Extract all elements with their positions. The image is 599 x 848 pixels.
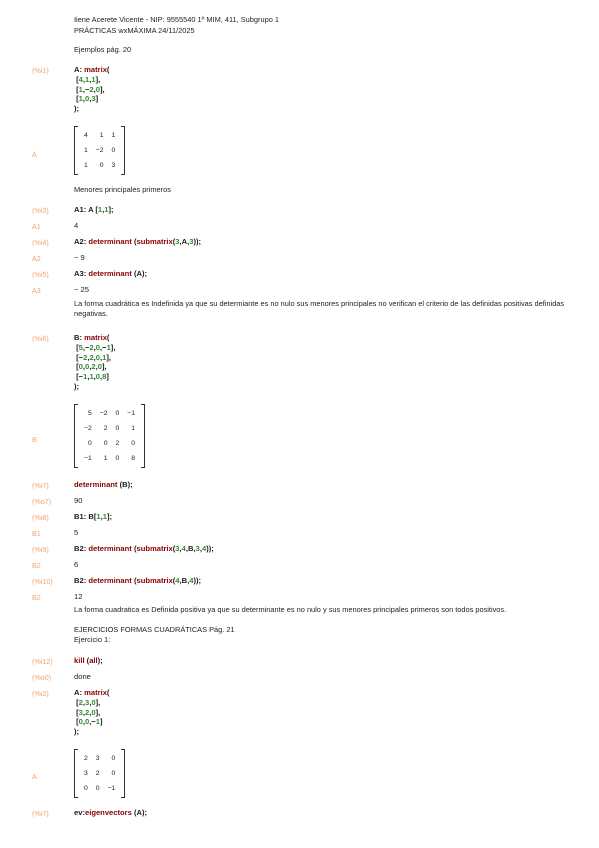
output-value: 5 bbox=[74, 528, 79, 537]
note-definida-positiva: La forma cuadratica es Definida positiva ya que su determinante es no nulo y sus menores principales primeros son todos positivos. bbox=[74, 605, 507, 614]
subsection-title: Ejercicio 1: bbox=[74, 635, 111, 644]
matrix-cell: 0 bbox=[111, 755, 116, 762]
matrix-right-bracket bbox=[121, 749, 125, 798]
matrix-cell: 2 bbox=[115, 440, 120, 447]
output-matrix-a bbox=[74, 126, 125, 175]
input-cell-a1[interactable]: A1: A [1,1]; bbox=[74, 205, 114, 214]
input-label: (%i7) bbox=[32, 481, 49, 490]
matrix-cell: 3 bbox=[111, 162, 116, 169]
matrix-cell: 0 bbox=[99, 162, 104, 169]
matrix-cell: −1 bbox=[127, 410, 136, 417]
input-label: (%i8) bbox=[32, 513, 49, 522]
output-matrix-a2 bbox=[74, 749, 125, 798]
matrix-row bbox=[80, 406, 139, 421]
matrix-table bbox=[80, 751, 119, 796]
header-examples-line: Ejemplos pág. 20 bbox=[74, 45, 132, 54]
matrix-cell: 0 bbox=[103, 440, 108, 447]
input-cell-matrix-a2[interactable]: A: matrix( [2,3,0], [3,2,0], [0,0,−1] ); bbox=[74, 688, 110, 737]
input-label: (%i5) bbox=[32, 270, 49, 279]
matrix-left-bracket bbox=[74, 749, 78, 798]
matrix-cell: −2 bbox=[84, 425, 92, 432]
matrix-cell: 0 bbox=[95, 785, 100, 792]
input-cell-matrix-a[interactable]: A: matrix( [4,1,1], [1,−2,0], [1,0,3] ); bbox=[74, 65, 110, 114]
header-practicas-line: PRÁCTICAS wxMÁXIMA 24/11/2025 bbox=[74, 26, 195, 35]
matrix-cell: 1 bbox=[99, 132, 104, 139]
matrix-cell: 5 bbox=[87, 410, 92, 417]
matrix-cell: −2 bbox=[95, 147, 104, 154]
code-text: ); bbox=[74, 104, 80, 114]
output-label: A1 bbox=[32, 222, 41, 231]
output-label: A3 bbox=[32, 286, 41, 295]
matrix-cell: 4 bbox=[84, 132, 88, 139]
input-label: (%i7) bbox=[32, 809, 49, 818]
matrix-cell: 0 bbox=[115, 455, 120, 462]
input-label: (%i9) bbox=[32, 545, 49, 554]
section-title: EJERCICIOS FORMAS CUADRÁTICAS Pág. 21 bbox=[74, 625, 235, 634]
output-label: A bbox=[32, 772, 37, 781]
matrix-cell: 1 bbox=[84, 147, 88, 154]
output-matrix-b bbox=[74, 404, 145, 468]
input-label: (%i3) bbox=[32, 206, 49, 215]
matrix-cell: 1 bbox=[84, 162, 88, 169]
input-label: (%i6) bbox=[32, 334, 49, 343]
input-cell-a2[interactable]: A2: determinant (submatrix(3,A,3)); bbox=[74, 237, 202, 246]
matrix-cell: −1 bbox=[84, 455, 92, 462]
output-label: A2 bbox=[32, 254, 41, 263]
matrix-left-bracket bbox=[74, 404, 78, 468]
function-name: matrix bbox=[84, 65, 107, 74]
matrix-right-bracket bbox=[141, 404, 145, 468]
matrix-table bbox=[80, 406, 139, 466]
input-label: (%i10) bbox=[32, 577, 53, 586]
output-value: 6 bbox=[74, 560, 79, 569]
matrix-row bbox=[80, 158, 119, 173]
input-label: (%i1) bbox=[32, 66, 49, 75]
matrix-row bbox=[80, 781, 119, 796]
matrix-cell: 0 bbox=[115, 425, 120, 432]
input-cell-b2-3x3[interactable]: B2: determinant (submatrix(3,4,B,3,4)); bbox=[74, 544, 214, 553]
input-label: (%i12) bbox=[32, 657, 53, 666]
matrix-cell: 2 bbox=[84, 755, 88, 762]
input-cell-a3[interactable]: A3: determinant (A); bbox=[74, 269, 148, 278]
matrix-row bbox=[80, 143, 119, 158]
output-value: − 9 bbox=[74, 253, 85, 262]
matrix-row bbox=[80, 436, 139, 451]
matrix-row bbox=[80, 128, 119, 143]
input-cell-b2-2x2[interactable]: B2: determinant (submatrix(4,B,4)); bbox=[74, 576, 202, 585]
output-label: B bbox=[32, 435, 37, 444]
output-label: B1 bbox=[32, 529, 41, 538]
matrix-cell: 0 bbox=[87, 440, 92, 447]
input-cell-b1[interactable]: B1: B[1,1]; bbox=[74, 512, 113, 521]
code-text: A: bbox=[74, 65, 85, 74]
matrix-cell: −1 bbox=[107, 785, 116, 792]
matrix-cell: 1 bbox=[111, 132, 116, 139]
output-label: B2 bbox=[32, 561, 41, 570]
input-label: (%i2) bbox=[32, 689, 49, 698]
input-cell-matrix-b[interactable]: B: matrix( [5,−2,0,−1], [−2,2,0,1], [0,0,2,0], [−1,1,0,8] ); bbox=[74, 333, 116, 391]
note-menores: Menores principales primeros bbox=[74, 185, 171, 194]
matrix-cell: 3 bbox=[95, 755, 100, 762]
matrix-cell: 2 bbox=[103, 425, 108, 432]
matrix-cell: 2 bbox=[95, 770, 100, 777]
matrix-row bbox=[80, 766, 119, 781]
output-label: (%o7) bbox=[32, 497, 52, 506]
matrix-cell: 8 bbox=[131, 455, 136, 462]
output-label: (%o0) bbox=[32, 673, 52, 682]
matrix-left-bracket bbox=[74, 126, 78, 175]
matrix-cell: 0 bbox=[111, 147, 116, 154]
output-value: − 25 bbox=[74, 285, 89, 294]
matrix-right-bracket bbox=[121, 126, 125, 175]
output-label: A bbox=[32, 150, 37, 159]
matrix-cell: 1 bbox=[131, 425, 136, 432]
output-value: 4 bbox=[74, 221, 79, 230]
note-indefinida: La forma cuadrática es Indefinida ya que su determiante es no nulo sus menores principales no verifican el criterio de las definidas positivas definidas negativas. bbox=[74, 299, 565, 318]
code-text: ( bbox=[106, 65, 110, 74]
matrix-row bbox=[80, 421, 139, 436]
matrix-cell: 3 bbox=[84, 770, 88, 777]
matrix-cell: 0 bbox=[131, 440, 136, 447]
output-label: B2 bbox=[32, 593, 41, 602]
matrix-row bbox=[80, 751, 119, 766]
matrix-cell: 0 bbox=[111, 770, 116, 777]
matrix-cell: 1 bbox=[103, 455, 108, 462]
matrix-cell: 0 bbox=[84, 785, 88, 792]
input-label: (%i4) bbox=[32, 238, 49, 247]
input-cell-kill[interactable]: kill (all); bbox=[74, 656, 103, 665]
output-value: 90 bbox=[74, 496, 83, 505]
matrix-table bbox=[80, 128, 119, 173]
output-value: done bbox=[74, 672, 91, 681]
input-cell-eigenvectors[interactable]: ev:eigenvectors (A); bbox=[74, 808, 148, 817]
output-value: 12 bbox=[74, 592, 83, 601]
matrix-cell: −2 bbox=[99, 410, 108, 417]
input-cell-det-b[interactable]: determinant (B); bbox=[74, 480, 133, 489]
matrix-cell: 0 bbox=[115, 410, 120, 417]
header-author-line: Iiene Acerete Vicente - NIP: 9555540 1º MIM, 411, Subgrupo 1 bbox=[74, 15, 279, 24]
matrix-row bbox=[80, 451, 139, 466]
